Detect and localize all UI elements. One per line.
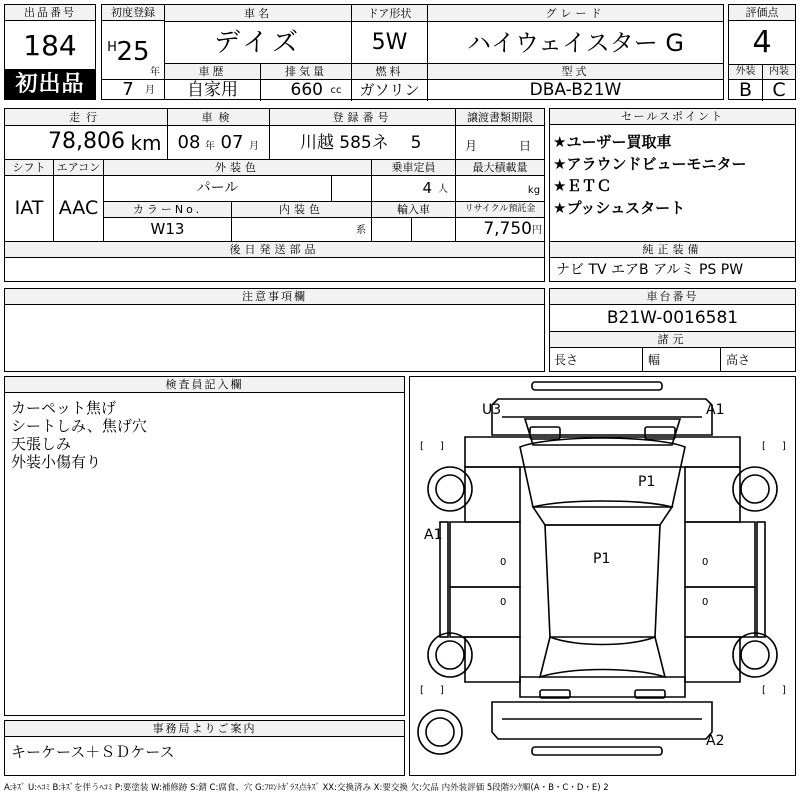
damage-a2: A2 (706, 733, 725, 749)
grade-label: グレード (428, 5, 723, 21)
svg-text:[: [ (420, 685, 424, 696)
capacity-unit: 人 (438, 184, 448, 195)
reg-year-unit: 年 (150, 67, 160, 78)
dims-width: 幅 (648, 353, 661, 367)
reg-era: H (107, 39, 117, 55)
svg-text:[: [ (762, 685, 766, 696)
ext-score-label: 外装 (729, 65, 762, 79)
zero-mark-left-rear: 0 (500, 597, 507, 608)
damage-p1-roof: P1 (638, 474, 656, 490)
chassis-label: 車台番号 (550, 289, 795, 305)
inspection-month: 07 (220, 132, 244, 153)
shift-value: IAT (14, 196, 44, 219)
standard-equipment-value: ナビ TV エアB アルミ PS PW (556, 262, 744, 278)
load-label: 最大積載量 (456, 160, 544, 175)
notes-label: 注意事項欄 (5, 289, 544, 305)
grade: ハイウェイスター G (466, 28, 685, 57)
legend: A:ｷｽﾞ U:ﾍｺﾐ B:ｷｽﾞを伴うﾍｺﾐ P:要塗装 W:補修跡 S:錆 C:腐食、穴 G:ﾌﾛﾝﾄｶﾞﾗｽ点ｷｽﾞ XX:交換済み X:要交換 欠:欠品 内外装評価 5段階ﾗﾝｸ順(A・B・C・D・E) 2 (4, 783, 609, 793)
lot-box (4, 4, 96, 100)
chassis-box (549, 288, 796, 372)
model-label: 型式 (428, 64, 723, 79)
load-unit: kg (527, 185, 541, 196)
inspector-box (4, 376, 405, 716)
door-type: 5W (371, 29, 408, 55)
lot-number: 184 (23, 29, 77, 62)
zero-mark-right-rear: 0 (702, 597, 709, 608)
sales-point-3: ★ＥＴＣ (553, 177, 612, 195)
inspector-label: 検査員記入欄 (5, 377, 404, 393)
svg-text:[: [ (762, 441, 766, 452)
plate-label: 登録番号 (270, 109, 455, 125)
ac-label: エアコン (54, 160, 103, 175)
zero-mark-left-front: 0 (500, 557, 507, 568)
displacement-unit: cc (330, 85, 342, 96)
score-box (728, 4, 796, 100)
recycle-label: リサイクル預託金 (456, 202, 544, 217)
shift-label: シフト (5, 160, 53, 175)
first-listing-badge: 初出品 (5, 69, 95, 100)
later-parts-label: 後日発送部品 (5, 242, 544, 257)
inspection-label: 車検 (168, 109, 269, 125)
office-box (4, 720, 405, 776)
svg-text:]: ] (782, 685, 786, 696)
inspection-month-unit: 月 (249, 141, 259, 152)
damage-p1-center: P1 (593, 551, 611, 567)
fuel-value: ガソリン (359, 80, 420, 99)
score-value: 4 (752, 25, 772, 60)
history-value: 自家用 (187, 79, 238, 100)
int-score-label: 内装 (763, 65, 795, 79)
reg-year: 25 (116, 37, 150, 67)
inspector-line-4: 外装小傷有り (11, 453, 102, 471)
mileage-unit: km (130, 131, 162, 155)
score-label: 評価点 (729, 5, 795, 21)
capacity-value: 4 (422, 178, 432, 197)
plate-area: 川越 (300, 132, 334, 153)
mileage-value: 78,806 (48, 129, 125, 154)
registration-box (101, 4, 165, 100)
inspection-year-unit: 年 (205, 141, 215, 152)
office-label: 事務局よりご案内 (5, 721, 404, 737)
svg-text:[: [ (420, 441, 424, 452)
color-no-label: カラーNo. (104, 202, 231, 217)
sales-points-label: セールスポイント (550, 109, 795, 125)
ext-score: B (738, 78, 753, 101)
door-label: ドア形状 (352, 5, 427, 21)
svg-text:]: ] (440, 441, 444, 452)
transfer-day-unit: 日 (518, 139, 531, 153)
sales-point-2: ★アラウンドビューモニター (553, 155, 747, 173)
mileage-label: 走行 (5, 109, 167, 125)
chassis-value: B21W-0016581 (606, 307, 739, 328)
car-diagram (410, 377, 795, 775)
ac-value: AAC (58, 196, 99, 219)
import-label: 輸入車 (372, 202, 455, 217)
transfer-month-unit: 月 (464, 139, 477, 153)
svg-text:]: ] (440, 685, 444, 696)
transfer-label: 譲渡書類期限 (456, 109, 544, 125)
displacement-value: 660 (290, 79, 323, 100)
sales-point-1: ★ユーザー買取車 (553, 133, 672, 151)
fuel-label: 燃料 (352, 64, 427, 79)
int-color-label: 内装色 (232, 202, 371, 217)
office-value: キーケース＋ＳＤケース (11, 743, 175, 761)
model-value: DBA-B21W (529, 79, 622, 100)
displacement-label: 排気量 (261, 64, 351, 79)
capacity-label: 乗車定員 (372, 160, 455, 175)
details-box (4, 108, 545, 282)
dims-label: 諸元 (550, 332, 795, 347)
zero-mark-right-front: 0 (702, 557, 709, 568)
int-score: C (772, 78, 786, 101)
damage-u3: U3 (482, 402, 502, 418)
color-no-value: W13 (150, 219, 185, 238)
sales-point-4: ★プッシュスタート (553, 199, 686, 217)
history-label: 車歴 (165, 64, 260, 79)
inspection-year: 08 (177, 132, 201, 153)
inspector-line-2: シートしみ、焦げ穴 (11, 417, 147, 435)
car-info-box (164, 4, 724, 100)
car-name-label: 車名 (165, 5, 351, 21)
plate-number: 5 (410, 132, 422, 153)
standard-equipment-label: 純正装備 (550, 242, 795, 257)
notes-box (4, 288, 545, 372)
svg-text:]: ] (782, 441, 786, 452)
recycle-unit: 円 (532, 225, 542, 236)
int-color-unit: 系 (356, 225, 366, 236)
plate-class: 585ネ (339, 132, 389, 153)
inspector-line-3: 天張しみ (11, 435, 72, 453)
damage-a1-left: A1 (424, 527, 443, 543)
sales-points-box (549, 108, 796, 282)
car-diagram-box (409, 376, 796, 776)
reg-month: 7 (122, 79, 134, 100)
ext-color-label: 外装色 (104, 160, 371, 175)
ext-color-value: パール (196, 180, 239, 196)
inspector-line-1: カーペット焦げ (11, 399, 117, 417)
car-name: デイズ (214, 27, 302, 58)
reg-label: 初度登録 (102, 5, 164, 21)
dims-height: 高さ (726, 353, 751, 367)
damage-a1-top: A1 (706, 402, 725, 418)
lot-label: 出品番号 (5, 5, 95, 21)
recycle-value: 7,750 (483, 218, 532, 239)
reg-month-unit: 月 (145, 85, 155, 96)
dims-length: 長さ (554, 353, 579, 367)
